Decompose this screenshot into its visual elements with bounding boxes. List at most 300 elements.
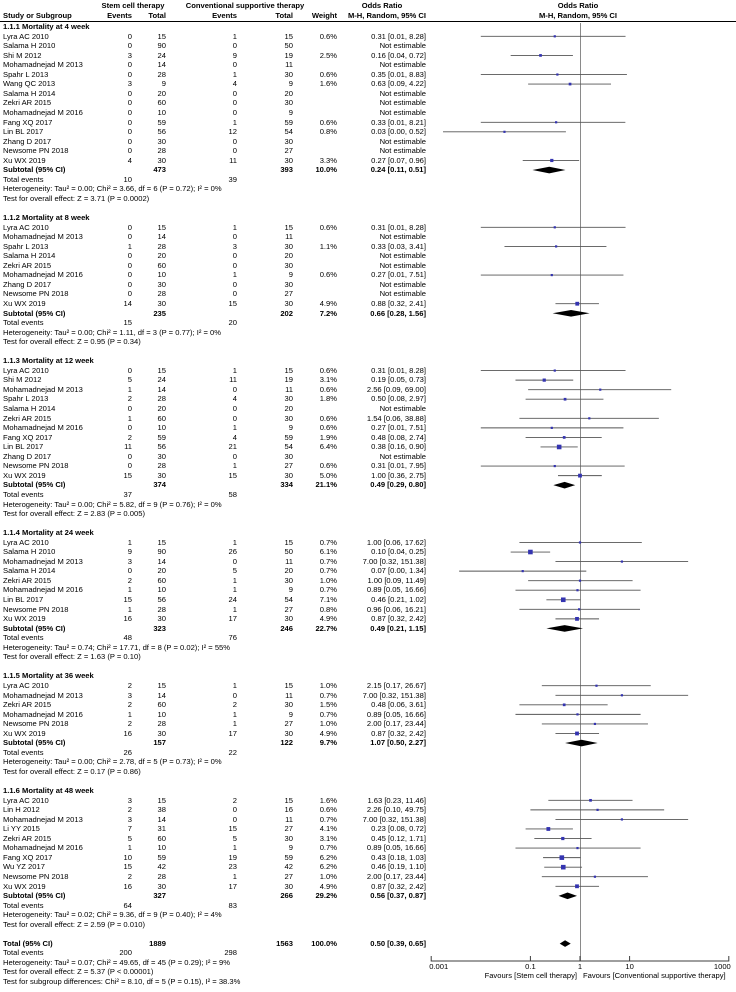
weight-value: 10.0% — [315, 165, 337, 175]
study-row — [0, 232, 736, 242]
treatment-events: 0 — [127, 232, 132, 242]
treatment-total: 28 — [157, 719, 166, 729]
subtotal-label: Subtotal (95% CI) — [3, 165, 66, 175]
study-name: Mohamadnejad M 2013 — [3, 232, 83, 242]
study-name: Fang XQ 2017 — [3, 852, 53, 862]
treatment-total: 10 — [157, 585, 166, 595]
control-events: 19 — [228, 852, 237, 862]
study-row — [0, 796, 736, 806]
study-name: Spahr L 2013 — [3, 69, 49, 79]
study-row — [0, 127, 736, 137]
weight-value: 0.8% — [319, 127, 337, 137]
study-row — [0, 108, 736, 118]
study-row — [0, 566, 736, 576]
heterogeneity-text-row — [0, 757, 736, 767]
or-ci-text: Not estimable — [379, 146, 426, 156]
treatment-total: 14 — [157, 232, 166, 242]
study-row — [0, 538, 736, 548]
control-total: 9 — [288, 843, 293, 853]
treatment-events: 0 — [127, 41, 132, 51]
or-ci-text: 2.15 [0.17, 26.67] — [366, 680, 426, 690]
control-events: 4 — [232, 394, 237, 404]
weight-value: 6.4% — [319, 442, 337, 452]
control-events: 23 — [228, 862, 237, 872]
control-total: 16 — [284, 805, 293, 815]
weight-value: 1.9% — [319, 432, 337, 442]
control-events: 0 — [232, 805, 237, 815]
weight-value: 0.7% — [319, 709, 337, 719]
study-name: Mohamadnejad M 2016 — [3, 843, 83, 853]
weight-value: 3.3% — [319, 155, 337, 165]
weight-value: 0.6% — [319, 423, 337, 433]
treatment-total: 235 — [153, 308, 166, 318]
study-row — [0, 442, 736, 452]
control-events: 20 — [228, 318, 237, 328]
study-name: Zekri AR 2015 — [3, 833, 52, 843]
treatment-events: 0 — [127, 107, 132, 117]
treatment-events: 2 — [127, 700, 132, 710]
control-events: 15 — [228, 470, 237, 480]
control-total: 30 — [284, 298, 293, 308]
control-events: 4 — [232, 79, 237, 89]
study-name: Lin BL 2017 — [3, 595, 44, 604]
treatment-group-header: Stem cell therapy — [101, 1, 165, 10]
control-total: 27 — [284, 604, 293, 614]
weight-value: 0.6% — [319, 117, 337, 127]
control-total: 246 — [280, 623, 293, 633]
study-row — [0, 872, 736, 882]
or-ci-text: 7.00 [0.32, 151.38] — [362, 814, 426, 824]
weight-value: 4.9% — [319, 298, 337, 308]
total-events-row — [0, 901, 736, 911]
or-ci-text: 1.07 [0.50, 2.27] — [370, 738, 426, 748]
treatment-total: 60 — [157, 700, 166, 710]
study-name: Newsome PN 2018 — [3, 604, 69, 614]
study-name: Lyra AC 2010 — [3, 222, 49, 232]
or-ci-text: 0.43 [0.18, 1.03] — [371, 852, 426, 862]
or-ci-text: 0.63 [0.09, 4.22] — [371, 79, 426, 89]
control-events: 1 — [232, 423, 237, 433]
treatment-events: 1 — [127, 384, 132, 394]
or-ci-text: 0.49 [0.29, 0.80] — [370, 480, 426, 490]
study-name: Xu WX 2019 — [3, 881, 46, 891]
control-events: 1 — [232, 270, 237, 280]
control-events: 0 — [232, 556, 237, 566]
or-ci-text: 0.38 [0.16, 0.90] — [371, 442, 426, 452]
weight-value: 0.7% — [319, 814, 337, 824]
heterogeneity-text: Heterogeneity: Tau² = 0.07; Chi² = 49.65, df = 45 (P = 0.29); I² = 9% — [3, 957, 231, 967]
treatment-total: 59 — [157, 432, 166, 442]
total-events-label: Total events — [3, 633, 44, 643]
study-name: Wang QC 2013 — [3, 79, 56, 89]
treatment-total: 14 — [157, 814, 166, 824]
study-name: Fang XQ 2017 — [3, 432, 53, 442]
control-events: 298 — [224, 948, 237, 958]
control-total: 20 — [284, 251, 293, 261]
study-name: Newsome PN 2018 — [3, 146, 69, 156]
treatment-total: 56 — [157, 595, 166, 604]
treatment-total: 10 — [157, 107, 166, 117]
treatment-total: 60 — [157, 575, 166, 585]
control-total: 59 — [284, 852, 293, 862]
or-ci-text: 0.48 [0.06, 3.61] — [371, 700, 426, 710]
overall-effect-text-row — [0, 767, 736, 777]
control-total: 334 — [280, 480, 293, 490]
control-events: 17 — [228, 614, 237, 624]
weight-value: 0.6% — [319, 461, 337, 471]
treatment-events: 0 — [127, 566, 132, 576]
control-total: 54 — [284, 442, 293, 452]
treatment-events: 0 — [127, 117, 132, 127]
study-name: Salama H 2014 — [3, 251, 56, 261]
treatment-total: 14 — [157, 556, 166, 566]
study-row — [0, 461, 736, 471]
treatment-events: 16 — [123, 728, 132, 738]
study-row — [0, 576, 736, 586]
treatment-events: 0 — [127, 423, 132, 433]
weight-value: 0.6% — [319, 805, 337, 815]
control-events: 9 — [232, 50, 237, 60]
treatment-events: 2 — [127, 432, 132, 442]
section-title: 1.1.5 Mortality at 36 week — [3, 671, 94, 681]
study-name: Mohamadnejad M 2016 — [3, 270, 83, 280]
weight-value: 0.8% — [319, 604, 337, 614]
total-events-label: Total events — [3, 747, 44, 757]
or-ci-text: 0.10 [0.04, 0.25] — [371, 547, 426, 557]
total1-column-header: Total — [148, 11, 166, 20]
subtotal-row — [0, 624, 736, 634]
total-events-row — [0, 633, 736, 643]
total-events-label: Total events — [3, 174, 44, 184]
treatment-total: 20 — [157, 404, 166, 413]
weight-value: 29.2% — [315, 891, 337, 901]
or-ci-text: 0.49 [0.21, 1.15] — [370, 623, 426, 633]
or-ci-text: 0.56 [0.37, 0.87] — [370, 891, 426, 901]
treatment-events: 2 — [127, 805, 132, 815]
control-total: 11 — [285, 690, 293, 700]
heterogeneity-text: Heterogeneity: Tau² = 0.00; Chi² = 1.11, df = 3 (P = 0.77); I² = 0% — [3, 327, 222, 337]
subtotal-row — [0, 165, 736, 175]
or-ci-text: 0.31 [0.01, 7.95] — [371, 461, 426, 471]
treatment-total: 28 — [157, 146, 166, 156]
weight-value: 1.0% — [319, 680, 337, 690]
study-name: Shi M 2012 — [3, 50, 42, 60]
control-events: 22 — [228, 747, 237, 757]
control-total: 122 — [280, 738, 293, 748]
or-method-column-header: M-H, Random, 95% CI — [347, 11, 426, 20]
events1-column-header: Events — [107, 11, 132, 20]
or-ci-text: 0.31 [0.01, 8.28] — [371, 222, 426, 232]
weight-value: 100.0% — [311, 938, 337, 948]
treatment-events: 0 — [127, 222, 132, 232]
or-ci-text: 0.33 [0.03, 3.41] — [371, 241, 426, 251]
or-ci-text: 0.50 [0.39, 0.65] — [370, 938, 426, 948]
treatment-events: 14 — [123, 298, 132, 308]
or-ci-text: 0.89 [0.05, 16.66] — [366, 585, 426, 595]
study-row — [0, 118, 736, 128]
control-total: 30 — [284, 394, 293, 404]
study-name: Salama H 2014 — [3, 404, 56, 413]
study-row — [0, 452, 736, 462]
study-name: Lyra AC 2010 — [3, 31, 49, 41]
treatment-events: 3 — [127, 814, 132, 824]
treatment-total: 15 — [157, 31, 166, 41]
control-events: 0 — [232, 289, 237, 299]
treatment-total: 30 — [157, 451, 166, 461]
control-total: 9 — [288, 270, 293, 280]
treatment-total: 59 — [157, 852, 166, 862]
treatment-total: 14 — [157, 60, 166, 70]
weight-value: 7.2% — [319, 308, 337, 318]
study-row — [0, 882, 736, 892]
or-ci-text: 1.63 [0.23, 11.46] — [367, 795, 426, 805]
subtotal-label: Subtotal (95% CI) — [3, 738, 66, 748]
overall-effect-text-row — [0, 652, 736, 662]
treatment-events: 0 — [127, 365, 132, 375]
or-ci-text: 0.31 [0.01, 8.28] — [371, 365, 426, 375]
study-name: Zekri AR 2015 — [3, 98, 52, 108]
control-total: 9 — [288, 79, 293, 89]
weight-value: 0.6% — [319, 31, 337, 41]
study-row — [0, 423, 736, 433]
study-name: Newsome PN 2018 — [3, 719, 69, 729]
study-row — [0, 805, 736, 815]
study-row — [0, 719, 736, 729]
weight-value: 4.1% — [319, 824, 337, 834]
weight-column-header: Weight — [311, 11, 337, 20]
overall-effect-text-row — [0, 194, 736, 204]
overall-effect-text-row — [0, 509, 736, 519]
spacer-row — [0, 519, 736, 529]
treatment-total: 28 — [157, 69, 166, 79]
subtotal-row — [0, 309, 736, 319]
study-name: Lyra AC 2010 — [3, 365, 49, 375]
treatment-events: 0 — [127, 60, 132, 70]
control-events: 11 — [229, 155, 237, 165]
weight-value: 21.1% — [315, 480, 337, 490]
study-row — [0, 251, 736, 261]
control-events: 17 — [228, 881, 237, 891]
heterogeneity-text-row — [0, 500, 736, 510]
subgroup-differences-text: Test for subgroup differences: Chi² = 8.10, df = 5 (P = 0.15), I² = 38.3% — [3, 977, 241, 986]
axis-tick-label: 0.001 — [429, 962, 449, 971]
treatment-total: 60 — [157, 98, 166, 108]
treatment-events: 0 — [127, 31, 132, 41]
study-row — [0, 156, 736, 166]
control-total: 11 — [285, 60, 293, 70]
weight-value: 0.6% — [319, 69, 337, 79]
study-row — [0, 146, 736, 156]
study-row — [0, 79, 736, 89]
treatment-total: 157 — [153, 738, 166, 748]
or-ci-text: Not estimable — [379, 88, 426, 98]
study-name: Lyra AC 2010 — [3, 680, 49, 690]
study-name: Zhang D 2017 — [3, 136, 52, 146]
treatment-total: 56 — [157, 442, 166, 452]
study-row — [0, 691, 736, 701]
study-row — [0, 547, 736, 557]
treatment-total: 473 — [153, 165, 166, 175]
or-ci-text: 0.27 [0.01, 7.51] — [371, 423, 426, 433]
treatment-events: 1 — [127, 843, 132, 853]
or-ci-text: 0.19 [0.05, 0.73] — [371, 375, 426, 385]
treatment-total: 59 — [157, 117, 166, 127]
control-events: 21 — [228, 442, 237, 452]
or-ci-text: 0.46 [0.21, 1.02] — [371, 595, 426, 604]
or-ci-text: 1.00 [0.09, 11.49] — [367, 575, 426, 585]
study-name: Salama H 2010 — [3, 41, 56, 51]
control-total: 19 — [284, 375, 293, 385]
study-row — [0, 404, 736, 414]
weight-value: 0.6% — [319, 270, 337, 280]
weight-value: 9.7% — [319, 738, 337, 748]
total-events-row — [0, 948, 736, 958]
study-row — [0, 41, 736, 51]
study-row — [0, 862, 736, 872]
control-total: 50 — [284, 547, 293, 557]
control-events: 0 — [232, 814, 237, 824]
section-title: 1.1.4 Mortality at 24 week — [3, 528, 94, 538]
treatment-events: 10 — [123, 174, 132, 184]
heterogeneity-text-row — [0, 328, 736, 338]
control-events: 1 — [232, 871, 237, 881]
heterogeneity-text-row — [0, 184, 736, 194]
control-total: 54 — [284, 595, 293, 604]
control-events: 1 — [232, 117, 237, 127]
study-name: Newsome PN 2018 — [3, 461, 69, 471]
or-ci-text: 0.50 [0.08, 2.97] — [371, 394, 426, 404]
subtotal-row — [0, 891, 736, 901]
study-name: Mohamadnejad M 2013 — [3, 556, 83, 566]
weight-value: 1.6% — [319, 79, 337, 89]
control-total: 15 — [284, 365, 293, 375]
study-name: Lin BL 2017 — [3, 127, 44, 137]
study-row — [0, 137, 736, 147]
study-name: Newsome PN 2018 — [3, 289, 69, 299]
or-ci-text: Not estimable — [379, 232, 426, 242]
subtotal-row — [0, 738, 736, 748]
study-row — [0, 471, 736, 481]
or-method-plot-header: M-H, Random, 95% CI — [538, 11, 618, 20]
control-total: 30 — [284, 451, 293, 461]
control-events: 1 — [232, 365, 237, 375]
treatment-events: 0 — [127, 88, 132, 98]
total-events-label: Total events — [3, 489, 44, 499]
section-header-row — [0, 22, 736, 32]
control-events: 1 — [232, 719, 237, 729]
treatment-total: 30 — [157, 155, 166, 165]
or-ci-text: Not estimable — [379, 98, 426, 108]
control-total: 30 — [284, 614, 293, 624]
control-events: 3 — [232, 241, 237, 251]
treatment-events: 0 — [127, 136, 132, 146]
or-ci-text: 0.27 [0.07, 0.96] — [371, 155, 426, 165]
control-events: 1 — [232, 31, 237, 41]
control-events: 1 — [232, 709, 237, 719]
overall-effect-text: Test for overall effect: Z = 1.63 (P = 0.10) — [3, 652, 141, 662]
control-total: 59 — [284, 432, 293, 442]
study-row — [0, 433, 736, 443]
treatment-events: 3 — [127, 50, 132, 60]
section-header-row — [0, 213, 736, 223]
treatment-total: 15 — [157, 222, 166, 232]
treatment-total: 30 — [157, 881, 166, 891]
control-total: 11 — [285, 556, 293, 566]
control-total: 9 — [288, 585, 293, 595]
control-total: 54 — [284, 127, 293, 137]
control-events: 1 — [232, 585, 237, 595]
control-events: 58 — [228, 489, 237, 499]
subtotal-row — [0, 480, 736, 490]
control-total: 266 — [280, 891, 293, 901]
study-name: Salama H 2014 — [3, 88, 56, 98]
study-name: Mohamadnejad M 2013 — [3, 60, 83, 70]
weight-value: 3.1% — [319, 375, 337, 385]
study-name: Xu WX 2019 — [3, 614, 46, 624]
treatment-total: 14 — [157, 384, 166, 394]
control-events: 0 — [232, 451, 237, 461]
or-ci-text: 0.31 [0.01, 8.28] — [371, 31, 426, 41]
treatment-total: 15 — [157, 795, 166, 805]
study-row — [0, 60, 736, 70]
weight-value: 0.7% — [319, 537, 337, 547]
control-total: 50 — [284, 41, 293, 51]
treatment-events: 64 — [123, 900, 132, 910]
heterogeneity-text: Heterogeneity: Tau² = 0.00; Chi² = 3.66, df = 6 (P = 0.72); I² = 0% — [3, 184, 222, 194]
study-row — [0, 223, 736, 233]
weight-value: 6.2% — [319, 852, 337, 862]
treatment-events: 48 — [123, 633, 132, 643]
treatment-events: 9 — [127, 547, 132, 557]
study-row — [0, 289, 736, 299]
weight-value: 1.1% — [319, 241, 337, 251]
control-events: 12 — [228, 127, 237, 137]
study-name: Xu WX 2019 — [3, 470, 46, 480]
study-name: Zhang D 2017 — [3, 279, 52, 289]
or-ci-text: 0.16 [0.04, 0.72] — [371, 50, 426, 60]
or-ci-text: 2.00 [0.17, 23.44] — [366, 871, 426, 881]
or-ci-text: 0.89 [0.05, 16.66] — [366, 709, 426, 719]
control-total: 20 — [284, 404, 293, 413]
weight-value: 22.7% — [315, 623, 337, 633]
overall-effect-text: Test for overall effect: Z = 3.71 (P = 0.0002) — [3, 193, 150, 203]
treatment-events: 3 — [127, 795, 132, 805]
or-ci-text: 0.66 [0.28, 1.56] — [370, 308, 426, 318]
total-events-row — [0, 318, 736, 328]
treatment-events: 1 — [127, 537, 132, 547]
control-events: 17 — [228, 728, 237, 738]
overall-effect-text-row — [0, 337, 736, 347]
control-total: 27 — [284, 871, 293, 881]
weight-value: 4.9% — [319, 728, 337, 738]
control-total: 30 — [284, 98, 293, 108]
control-events: 15 — [228, 298, 237, 308]
weight-value: 0.6% — [319, 413, 337, 423]
or-ci-text: Not estimable — [379, 136, 426, 146]
control-total: 30 — [284, 881, 293, 891]
or-ci-text: 0.88 [0.32, 2.41] — [371, 298, 426, 308]
control-events: 1 — [232, 461, 237, 471]
control-events: 24 — [228, 595, 237, 604]
treatment-events: 1 — [127, 604, 132, 614]
treatment-events: 2 — [127, 871, 132, 881]
treatment-total: 30 — [157, 298, 166, 308]
treatment-total: 20 — [157, 251, 166, 261]
spacer-row — [0, 929, 736, 939]
study-row — [0, 270, 736, 280]
study-row — [0, 366, 736, 376]
treatment-events: 0 — [127, 461, 132, 471]
